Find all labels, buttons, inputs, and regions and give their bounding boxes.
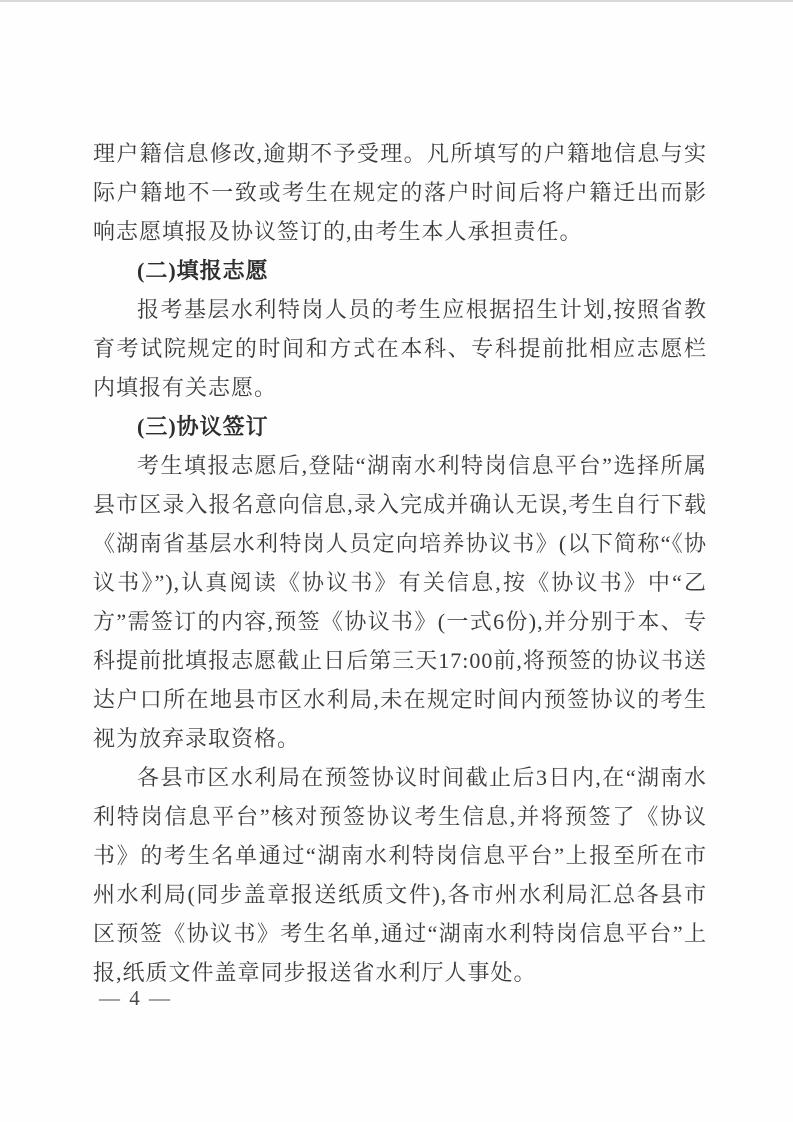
scan-edge-artifact — [0, 0, 793, 2]
body-paragraph-agreement-signing: 考生填报志愿后,登陆“湖南水利特岗信息平台”选择所属县市区录入报名意向信息,录入完成并确认无误,考生自行下载《湖南省基层水利特岗人员定向培养协议书》(以下简称“《协议书》”),认真阅读《协议书》有关信息,按《协议书》中“乙方”需签订的内容,预签《协议书》(一式6份),并分别于本、专科提前批填报志愿截止日后第三天17:00前,将预签的协议书送达户口所在地县市区水利局,未在规定时间内预签协议的考生视为放弃录取资格。 — [93, 453, 707, 751]
document-body — [93, 134, 707, 992]
continued-paragraph: 理户籍信息修改,逾期不予受理。凡所填写的户籍地信息与实际户籍地不一致或考生在规定的落户时间后将户籍迁出而影响志愿填报及协议签订的,由考生本人承担责任。 — [93, 141, 707, 244]
body-paragraph-bureau-verification: 各县市区水利局在预签协议时间截止后3日内,在“湖南水利特岗信息平台”核对预签协议考生信息,并将预签了《协议书》的考生名单通过“湖南水利特岗信息平台”上报至所在市州水利局(同步盖章报送纸质文件),各市州水利局汇总各县市区预签《协议书》考生名单,通过“湖南水利特岗信息平台”上报,纸质文件盖章同步报送省水利厅人事处。 — [93, 765, 707, 985]
body-paragraph-fill-application: 报考基层水利特岗人员的考生应根据招生计划,按照省教育考试院规定的时间和方式在本科、专科提前批相应志愿栏内填报有关志愿。 — [93, 297, 707, 400]
page-number: — 4 — — [99, 986, 172, 1010]
section-heading-agreement-signing: (三)协议签订 — [137, 414, 269, 439]
section-heading-fill-application: (二)填报志愿 — [137, 258, 269, 283]
